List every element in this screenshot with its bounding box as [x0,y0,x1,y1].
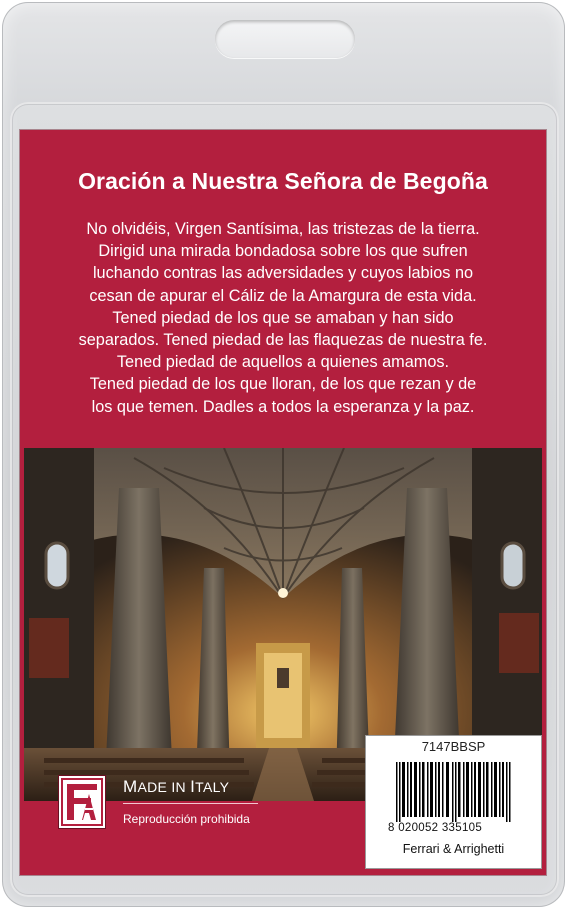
prayer-line: cesan de apurar el Cáliz de la Amargura de esta vida. [89,286,477,305]
prayer-line: No olvidéis, Virgen Santísima, las tristezas de la tierra. [86,220,480,238]
prayer-line: Tened piedad de los que lloran, de los que rezan y de [89,375,477,394]
prayer-line: Dirigid una mirada bondadosa sobre los que sufren [98,242,468,261]
made-in-italy: MADE IN ITALY [123,777,230,796]
prayer-card [20,130,546,875]
prayer-line: Tened piedad de aquellos a quienes amamos. [116,353,450,372]
prayer-line: separados. Tened piedad de las flaquezas de nuestra fe. [78,331,488,350]
ean-number: 8 020052 335105 [388,822,483,834]
divider [123,803,258,804]
reproduction-notice: Reproducción prohibida [123,812,250,826]
prayer-line: Tened piedad de los que se amaban y han sido [112,308,454,327]
barcode-bars [396,762,512,822]
prayer-text [48,218,518,418]
fa-logo [58,775,106,829]
sku-code: 7147BBSP [421,739,486,754]
prayer-line: los que temen. Dadles a todos la esperanza y la paz. [91,397,475,416]
prayer-title: Oración a Nuestra Señora de Begoña [78,168,488,194]
barcode-label [365,735,542,869]
brand-name: Ferrari & Arrighetti [402,842,505,856]
hang-hole [215,20,355,58]
prayer-line: luchando contras las adversidades y cuyos labios no [92,264,474,283]
